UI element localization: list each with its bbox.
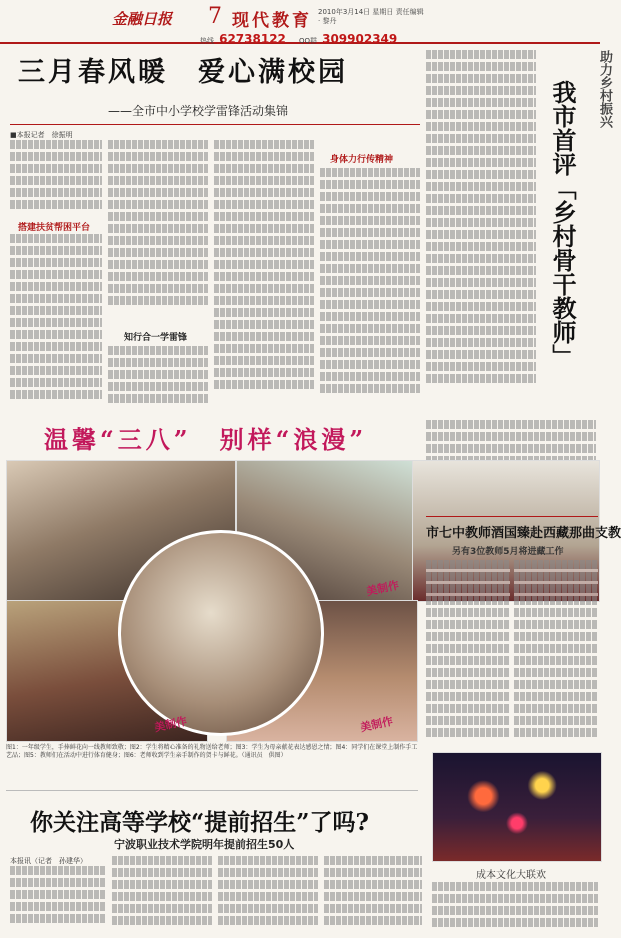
- main-subheadline: ——全市中小学校学雷锋活动集锦: [108, 104, 289, 118]
- article-text: [214, 140, 314, 412]
- vertical-headline: 我市首评「乡村骨干教师」: [548, 80, 577, 368]
- article-text: [10, 866, 106, 934]
- fireworks-caption: 成本文化大联欢: [476, 870, 546, 881]
- phone-label-1: 热线: [200, 37, 214, 45]
- article-text: [432, 882, 598, 934]
- page-number: 7: [208, 4, 222, 29]
- photo-tag: 美制作: [153, 714, 189, 735]
- bottom-subheadline: 宁波职业技术学院明年提前招生50人: [114, 838, 295, 851]
- subhead-practice: 身体力行传精神: [330, 155, 394, 165]
- right-headline: 市七中教师酒国臻赴西藏那曲支教: [426, 526, 621, 541]
- article-text: [218, 856, 318, 934]
- phone-number-1: 62738122: [219, 32, 286, 46]
- article-text: [112, 856, 212, 934]
- phone-label-2: QQ群: [298, 37, 318, 45]
- bottom-byline: 本报讯（记者 孙建华）: [10, 857, 87, 865]
- article-text: [426, 50, 536, 412]
- subhead-poverty: 搭建扶贫帮困平台: [18, 223, 91, 233]
- photo-banner: 温馨“三八” 别样“浪漫”: [44, 425, 368, 454]
- subhead-knowledge: 知行合一学雷锋: [124, 333, 188, 343]
- phone-number-2: 309902349: [322, 32, 398, 46]
- photo-tag: 美制作: [359, 714, 395, 735]
- contact-phones: [200, 28, 420, 46]
- headline-rule: [10, 124, 420, 125]
- bottom-headline: 你关注高等学校“提前招生”了吗?: [30, 809, 369, 836]
- date-line: 2010年3月14日 星期日 责任编辑 · 黎丹: [318, 8, 424, 25]
- article-text: [514, 560, 598, 746]
- section-title: 现代教育: [232, 11, 312, 31]
- main-byline: ■本报记者 徐振明: [10, 131, 73, 139]
- vertical-kicker: 助力乡村振兴: [597, 50, 612, 128]
- article-text: [10, 140, 102, 214]
- paper-name: 金融日报: [112, 10, 173, 28]
- article-text: [108, 140, 208, 320]
- article-text: [324, 856, 422, 934]
- divider: [6, 790, 418, 791]
- photo-5-circle: [118, 530, 324, 736]
- photo-tag: 美制作: [365, 578, 401, 599]
- right-subheadline: 另有3位教师5月将进藏工作: [452, 547, 564, 557]
- main-headline: 三月春风暖 爱心满校园: [18, 57, 348, 88]
- article-text: [10, 234, 102, 410]
- article-text: [426, 560, 510, 746]
- article-text: [108, 346, 208, 412]
- photo-caption: 图1：一年级学生，手捧鲜花向一线教师致敬；图2：学生将精心准备的礼物送给老师；图3：学生为母亲献花表达感恩之情；图4：同学们在课堂上制作手工艺品；图5：教师们在活动中进行体育健身；图6：老师收到学生亲手制作的贺卡与鲜花。（通讯员 供图）: [6, 744, 418, 759]
- fireworks-photo: [432, 752, 602, 862]
- article-text: [320, 168, 420, 412]
- divider: [426, 516, 598, 517]
